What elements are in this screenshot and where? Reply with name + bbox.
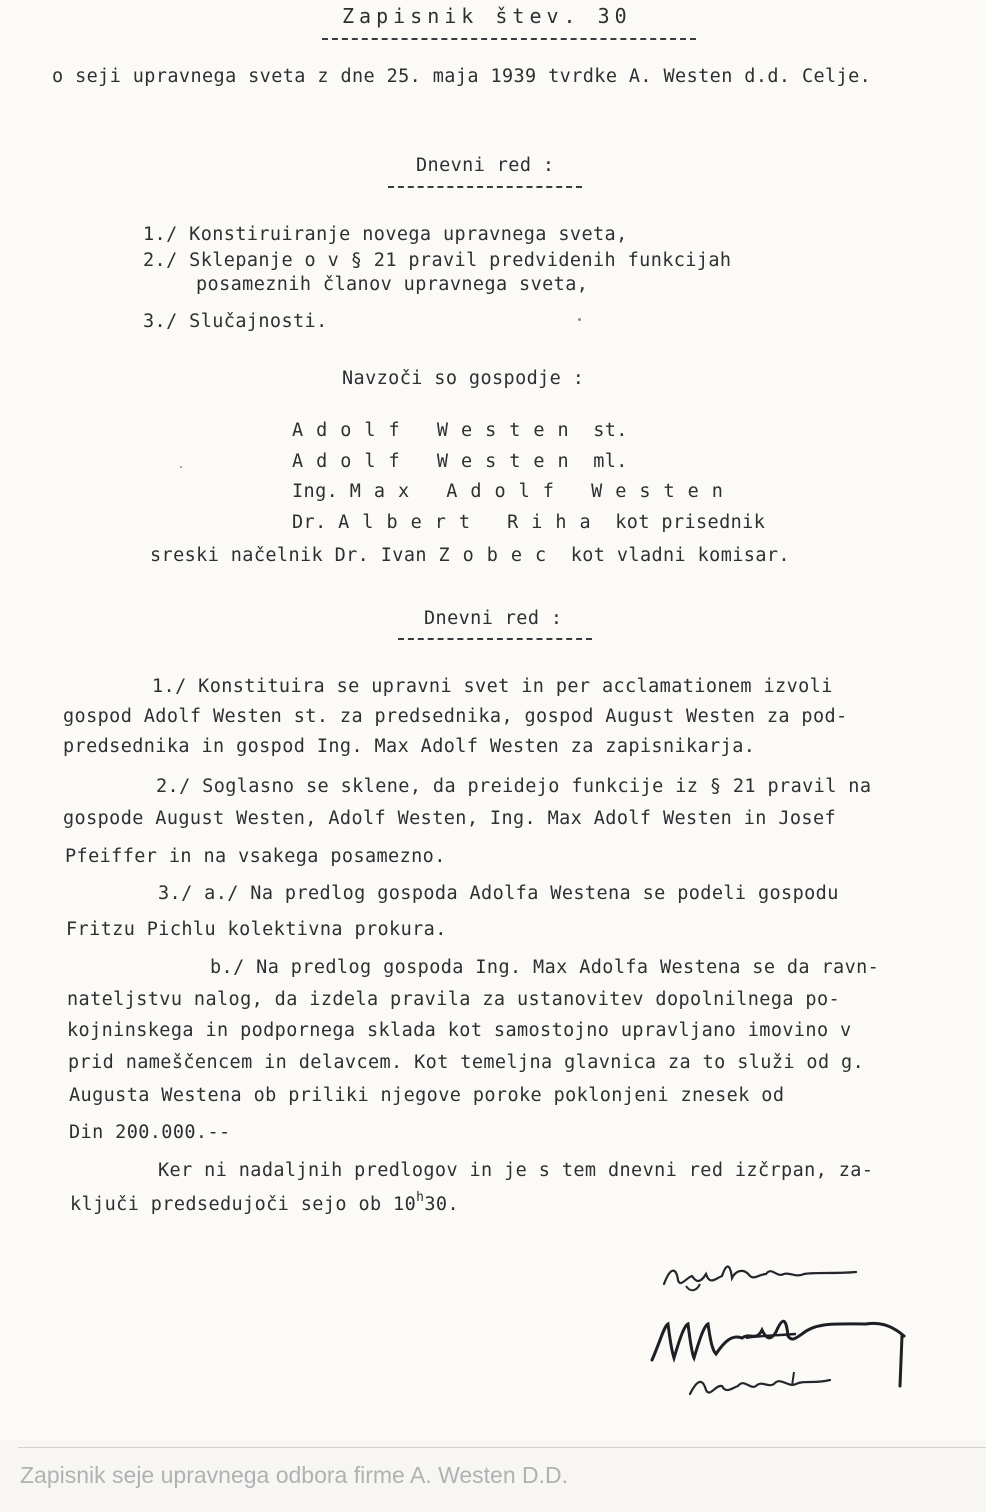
attendees-heading: Navzoči so gospodje : (342, 368, 585, 389)
resolution-2-line-2: gospode August Westen, Adolf Westen, Ing. Max Adolf Westen in Josef (63, 808, 837, 829)
document-subtitle: o seji upravnega sveta z dne 25. maja 1939 tvrdke A. Westen d.d. Celje. (52, 66, 872, 87)
image-caption: Zapisnik seje upravnega odbora firme A. Westen D.D. (20, 1462, 569, 1488)
agenda-item-2 (143, 250, 731, 271)
signature-aug-westen (656, 1258, 862, 1298)
paper-speck (180, 466, 182, 468)
resolution-1-line-2: gospod Adolf Westen st. za predsednika, gospod August Westen za pod- (63, 706, 848, 727)
attendee-2 (292, 451, 628, 472)
closing-line-1: Ker ni nadaljnih predlogov in je s tem dnevni red izčrpan, za- (158, 1160, 874, 1181)
agenda-item-text: Konstiruiranje novega upravnega sveta, (189, 224, 628, 245)
commissioner-suffix: kot vladni komisar. (570, 545, 790, 566)
closing-text: ključi predsedujoči sejo ob 10 (70, 1194, 417, 1216)
commissioner-name: Zobec (438, 545, 560, 566)
document-title: Zapisnik štev. 30 (342, 4, 632, 28)
closing-time-minutes: 30. (424, 1194, 459, 1216)
attendee-suffix: kot prisednik (615, 512, 766, 533)
resolution-3b-line-2: nateljstvu nalog, da izdela pravila za ustanovitev dopolnilnega po- (67, 989, 841, 1010)
resolution-2-line-3: Pfeiffer in na vsakega posamezno. (65, 846, 446, 867)
agenda-heading-underline (388, 186, 582, 188)
resolution-3a-line-2: Fritzu Pichlu kolektivna prokura. (66, 919, 447, 940)
resolutions-heading: Dnevni red : (424, 608, 563, 629)
page-divider (18, 1447, 986, 1448)
resolution-3b-line-4: prid nameščencem in delavcem. Kot temeljna glavnica za to služi od g. (68, 1052, 865, 1073)
attendee-prefix: Dr. (292, 512, 327, 533)
resolution-3b-line-3: kojninskega in podpornega sklada kot samostojno upravljano imovino v (67, 1020, 852, 1041)
attendee-suffix: ml. (593, 451, 628, 472)
title-underline (322, 38, 696, 40)
closing-line-2 (70, 1192, 459, 1215)
attendee-suffix: st. (593, 420, 628, 441)
agenda-heading: Dnevni red : (416, 155, 555, 176)
government-commissioner (150, 545, 790, 566)
agenda-item-number: 2./ (143, 250, 178, 271)
attendee-3 (292, 481, 736, 502)
paper-speck (578, 318, 581, 321)
attendee-name: Adolf Westen (292, 451, 582, 472)
agenda-item-number: 1./ (143, 224, 178, 245)
agenda-item-2-continuation: posameznih članov upravnega sveta, (196, 274, 589, 295)
attendee-prefix: Ing. (292, 481, 339, 502)
resolution-3b-line-1: b./ Na predlog gospoda Ing. Max Adolfa Westena se da ravn- (210, 957, 880, 978)
commissioner-prefix: sreski načelnik Dr. Ivan (150, 545, 427, 566)
agenda-item-text: Slučajnosti. (189, 311, 328, 332)
agenda-item-text: Sklepanje o v § 21 pravil predvidenih funkcijah (189, 250, 732, 271)
attendee-1 (292, 420, 628, 441)
attendee-name: Adolf Westen (292, 420, 582, 441)
signature-a-westen (684, 1364, 844, 1404)
resolution-2-line-1: 2./ Soglasno se sklene, da preidejo funkcije iz § 21 pravil na (156, 776, 872, 797)
attendee-name: Albert Riha (338, 512, 604, 533)
resolution-3a-line-1: 3./ a./ Na predlog gospoda Adolfa Westena se podeli gospodu (158, 883, 839, 904)
resolution-3b-amount: Din 200.000.-- (69, 1122, 231, 1143)
agenda-item-number: 3./ (143, 311, 178, 332)
resolution-3b-line-5: Augusta Westena ob priliki njegove poroke poklonjeni znesek od (69, 1085, 785, 1106)
agenda-item-3 (143, 311, 328, 332)
attendee-4 (292, 512, 765, 533)
resolution-1-line-3: predsednika in gospod Ing. Max Adolf Westen za zapisnikarja. (63, 736, 756, 757)
agenda-item-1 (143, 224, 628, 245)
resolutions-heading-underline (398, 638, 592, 640)
closing-time-superscript: h (416, 1190, 425, 1205)
attendee-name: Max Adolf Westen (349, 481, 736, 502)
resolution-1-line-1: 1./ Konstituira se upravni svet in per acclamationem izvoli (152, 676, 833, 697)
